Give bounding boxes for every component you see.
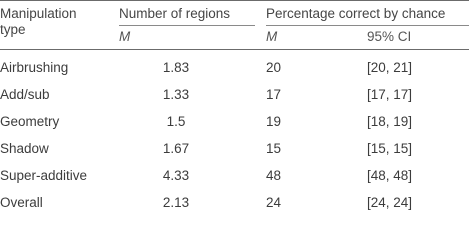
header-manipulation-type-line2: type — [0, 22, 26, 37]
row-ci: [20, 21] — [367, 60, 413, 75]
row-ci: [17, 17] — [367, 87, 413, 102]
row-percentage-m: 17 — [266, 87, 282, 102]
table-top-rule — [0, 0, 469, 1]
row-regions-m: 1.5 — [166, 114, 186, 129]
row-percentage-m: 15 — [266, 141, 282, 156]
row-ci: [15, 15] — [367, 141, 413, 156]
header-percentage-correct: Percentage correct by chance — [266, 6, 446, 21]
row-regions-m: 1.67 — [162, 141, 190, 156]
header-bottom-rule — [0, 49, 469, 50]
row-regions-m: 1.33 — [162, 87, 190, 102]
row-type: Airbrushing — [0, 60, 69, 75]
header-manipulation-type-line1: Manipulation — [0, 6, 77, 21]
header-group-rule-percentage — [266, 25, 469, 26]
row-ci: [18, 19] — [367, 114, 413, 129]
row-percentage-m: 19 — [266, 114, 282, 129]
row-type: Shadow — [0, 141, 49, 156]
row-percentage-m: 48 — [266, 168, 282, 183]
subheader-m-percentage: M — [266, 29, 278, 44]
header-number-of-regions: Number of regions — [119, 6, 231, 21]
row-percentage-m: 20 — [266, 60, 282, 75]
subheader-95-ci: 95% CI — [367, 29, 412, 44]
row-percentage-m: 24 — [266, 195, 282, 210]
subheader-m-regions: M — [119, 29, 131, 44]
row-type: Super-additive — [0, 168, 88, 183]
row-ci: [48, 48] — [367, 168, 413, 183]
row-ci: [24, 24] — [367, 195, 413, 210]
row-type: Overall — [0, 195, 43, 210]
row-regions-m: 2.13 — [162, 195, 190, 210]
row-type: Geometry — [0, 114, 60, 129]
row-type: Add/sub — [0, 87, 50, 102]
header-group-rule-regions — [119, 25, 255, 26]
row-regions-m: 1.83 — [162, 60, 190, 75]
row-regions-m: 4.33 — [162, 168, 190, 183]
